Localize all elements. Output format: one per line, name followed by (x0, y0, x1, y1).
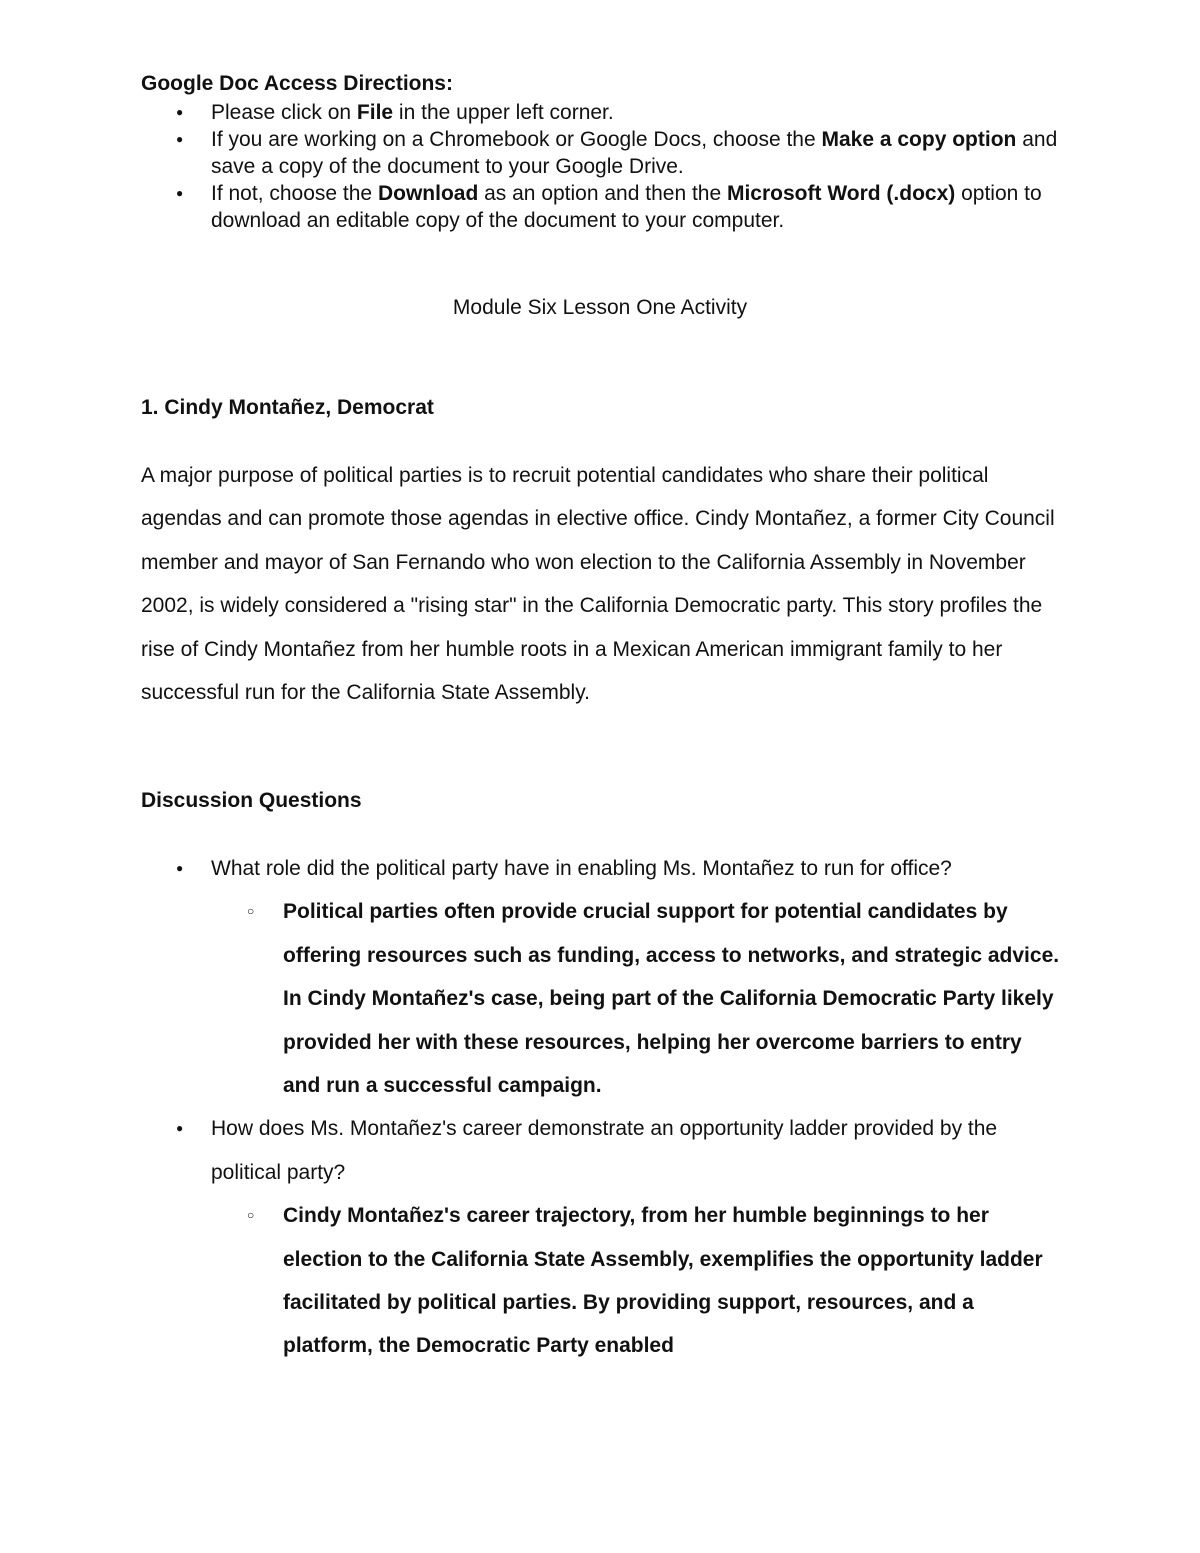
module-title: Module Six Lesson One Activity (452, 296, 748, 319)
section-heading: 1. Cindy Montañez, Democrat (141, 396, 434, 419)
question-item (141, 847, 1061, 1107)
question-text: How does Ms. Montañez's career demonstrate an opportunity ladder provided by the political party? (211, 1117, 998, 1184)
directions-title: Google Doc Access Directions: (141, 72, 453, 95)
body-paragraph: A major purpose of political parties is to recruit potential candidates who share their political agendas and can promote those agendas in elective office. Cindy Montañez, a former City Council member and mayor of San Fernando who won election to the California Assembly in November 2002, is widely considered a "rising star" in the California Democratic party. This story profiles the rise of Cindy Montañez from her humble roots in a Mexican American immigrant family to her successful run for the California State Assembly. (141, 464, 1055, 705)
question-text: What role did the political party have in enabling Ms. Montañez to run for office? (211, 857, 952, 880)
directions-item: ● If not, choose the Download as an option and then the Microsoft Word (.docx) option to download an editable copy of the document to your computer. (141, 180, 1061, 234)
directions-item: ● Please click on File in the upper left corner. (141, 99, 1061, 126)
answer-item: ○ Cindy Montañez's career trajectory, from her humble beginnings to her election to the California State Assembly, exemplifies the opportunity ladder facilitated by political parties. By providing support, resources, and a platform, the Democratic Party enabled (141, 1194, 1061, 1368)
discussion-list (141, 847, 1061, 1368)
directions-list (141, 99, 1061, 234)
question-item (141, 1107, 1061, 1367)
discussion-heading: Discussion Questions (141, 789, 362, 812)
directions-item: ● If you are working on a Chromebook or Google Docs, choose the Make a copy option and save a copy of the document to your Google Drive. (141, 126, 1061, 180)
answer-item: ○ Political parties often provide crucial support for potential candidates by offering resources such as funding, access to networks, and strategic advice. In Cindy Montañez's case, being part of the California Democratic Party likely provided her with these resources, helping her overcome barriers to entry and run a successful campaign. (141, 890, 1061, 1107)
